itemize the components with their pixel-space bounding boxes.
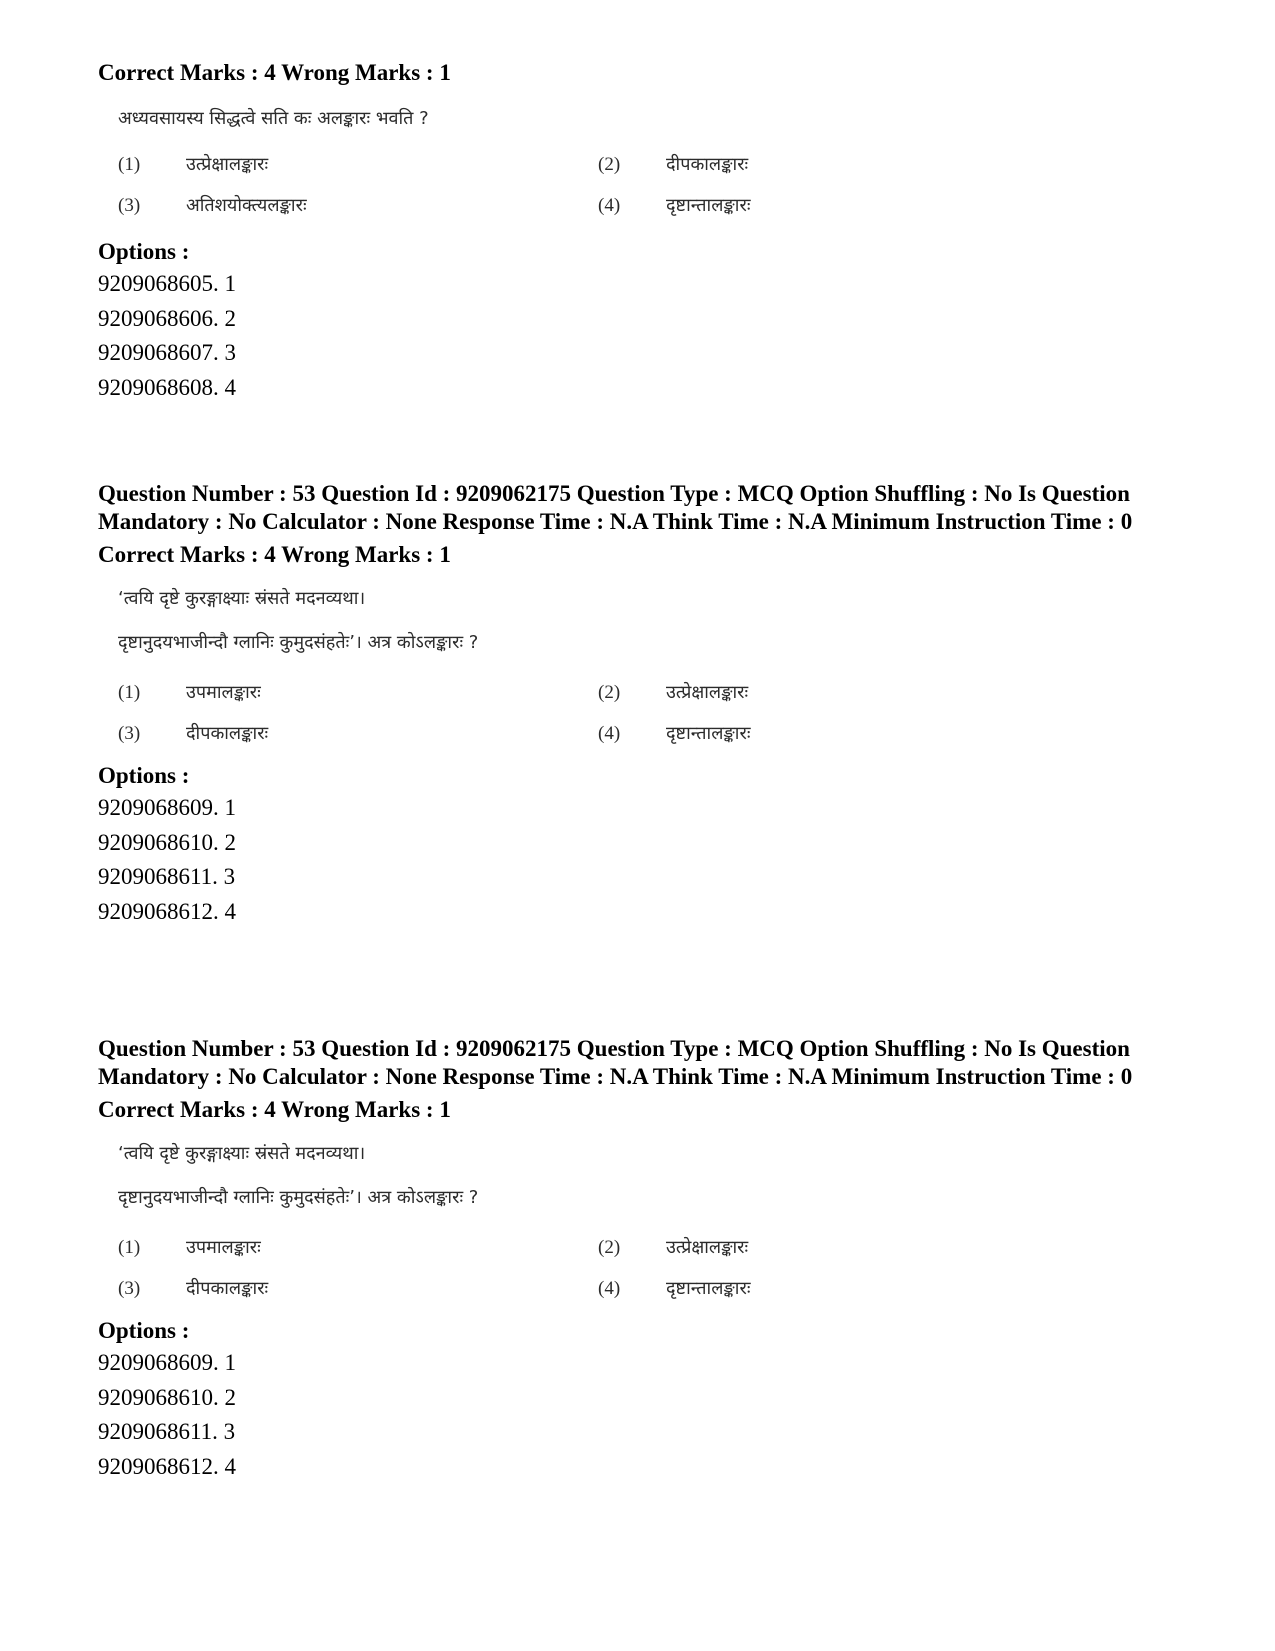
choice-item bbox=[118, 193, 598, 217]
choice-text: अतिशयोक्त्यलङ्कारः bbox=[186, 195, 307, 216]
question-section bbox=[98, 1035, 1138, 1484]
option-row: 9209068611. 3 bbox=[98, 864, 236, 889]
choice-number: (4) bbox=[598, 195, 621, 216]
choice-number: (2) bbox=[598, 154, 621, 175]
choice-number: (3) bbox=[118, 1278, 141, 1299]
question-line: अध्यवसायस्य सिद्धत्वे सति कः अलङ्कारः भवति ? bbox=[118, 108, 429, 129]
question-line: ‘त्वयि दृष्टे कुरङ्गाक्ष्याः स्रंसते मदनव्यथा। bbox=[118, 1143, 366, 1164]
choice-item bbox=[598, 193, 858, 217]
marks-line: Correct Marks : 4 Wrong Marks : 1 bbox=[98, 60, 451, 85]
choice-text: उपमालङ्कारः bbox=[186, 682, 261, 703]
option-row: 9209068608. 4 bbox=[98, 374, 236, 400]
choice-item bbox=[118, 152, 598, 176]
option-row: 9209068610. 2 bbox=[98, 829, 236, 855]
question-line: दृष्टानुदयभाजीन्दौ ग्लानिः कुमुदसंहतेः’। अत्र कोऽलङ्कारः ? bbox=[118, 1187, 479, 1208]
choice-item bbox=[118, 680, 598, 704]
question-text bbox=[98, 106, 858, 217]
choice-number: (2) bbox=[598, 682, 621, 703]
option-row: 9209068609. 1 bbox=[98, 1350, 236, 1375]
options-list bbox=[98, 267, 858, 405]
choice-item bbox=[598, 721, 858, 745]
option-row: 9209068611. 3 bbox=[98, 1419, 236, 1444]
question-section bbox=[98, 58, 858, 405]
option-row: 9209068612. 4 bbox=[98, 898, 236, 924]
choice-number: (1) bbox=[118, 1237, 141, 1258]
choice-number: (2) bbox=[598, 1237, 621, 1258]
option-row: 9209068610. 2 bbox=[98, 1384, 236, 1410]
choice-item bbox=[598, 1235, 858, 1259]
choice-text: उत्प्रेक्षालङ्कारः bbox=[666, 1237, 749, 1258]
choice-text: दीपकालङ्कारः bbox=[186, 723, 269, 744]
choice-number: (1) bbox=[118, 154, 141, 175]
choice-number: (1) bbox=[118, 682, 141, 703]
marks-line: Correct Marks : 4 Wrong Marks : 1 bbox=[98, 1097, 451, 1122]
choice-text: दृष्टान्तालङ्कारः bbox=[666, 1278, 751, 1299]
choice-item bbox=[598, 680, 858, 704]
options-heading: Options : bbox=[98, 239, 190, 264]
options-heading: Options : bbox=[98, 763, 190, 788]
option-row: 9209068607. 3 bbox=[98, 340, 236, 365]
question-line: दृष्टानुदयभाजीन्दौ ग्लानिः कुमुदसंहतेः’। अत्र कोऽलङ्कारः ? bbox=[118, 632, 479, 653]
question-line: ‘त्वयि दृष्टे कुरङ्गाक्ष्याः स्रंसते मदनव्यथा। bbox=[118, 588, 366, 609]
choice-text: दीपकालङ्कारः bbox=[186, 1278, 269, 1299]
choice-item bbox=[598, 1276, 858, 1300]
choice-number: (3) bbox=[118, 195, 141, 216]
option-row: 9209068605. 1 bbox=[98, 271, 236, 296]
choice-text: उपमालङ्कारः bbox=[186, 1237, 261, 1258]
choice-item bbox=[598, 152, 858, 176]
option-row: 9209068606. 2 bbox=[98, 305, 236, 331]
choice-text: दृष्टान्तालङ्कारः bbox=[666, 723, 751, 744]
choice-item bbox=[118, 1276, 598, 1300]
choice-text: दृष्टान्तालङ्कारः bbox=[666, 195, 751, 216]
choice-number: (4) bbox=[598, 1278, 621, 1299]
choice-text: दीपकालङ्कारः bbox=[666, 154, 749, 175]
marks-line: Correct Marks : 4 Wrong Marks : 1 bbox=[98, 542, 451, 567]
choice-item bbox=[118, 721, 598, 745]
question-section bbox=[98, 480, 1138, 929]
choice-grid bbox=[118, 1235, 1138, 1300]
choice-text: उत्प्रेक्षालङ्कारः bbox=[186, 154, 269, 175]
options-list bbox=[98, 1346, 1138, 1484]
choice-grid bbox=[118, 680, 1138, 745]
question-meta: Question Number : 53 Question Id : 9209062175 Question Type : MCQ Option Shuffling : No Is Question Mandatory : No Calculator : None Response Time : N.A Think Time : N.A Minimum Instruction Time : 0 bbox=[98, 1036, 1133, 1089]
option-row: 9209068609. 1 bbox=[98, 795, 236, 820]
option-row: 9209068612. 4 bbox=[98, 1453, 236, 1479]
options-heading: Options : bbox=[98, 1318, 190, 1343]
choice-number: (3) bbox=[118, 723, 141, 744]
question-meta: Question Number : 53 Question Id : 9209062175 Question Type : MCQ Option Shuffling : No Is Question Mandatory : No Calculator : None Response Time : N.A Think Time : N.A Minimum Instruction Time : 0 bbox=[98, 481, 1133, 534]
choice-number: (4) bbox=[598, 723, 621, 744]
choice-text: उत्प्रेक्षालङ्कारः bbox=[666, 682, 749, 703]
options-list bbox=[98, 791, 1138, 929]
question-text bbox=[98, 586, 1138, 745]
question-text bbox=[98, 1141, 1138, 1300]
choice-item bbox=[118, 1235, 598, 1259]
choice-grid bbox=[118, 152, 858, 217]
